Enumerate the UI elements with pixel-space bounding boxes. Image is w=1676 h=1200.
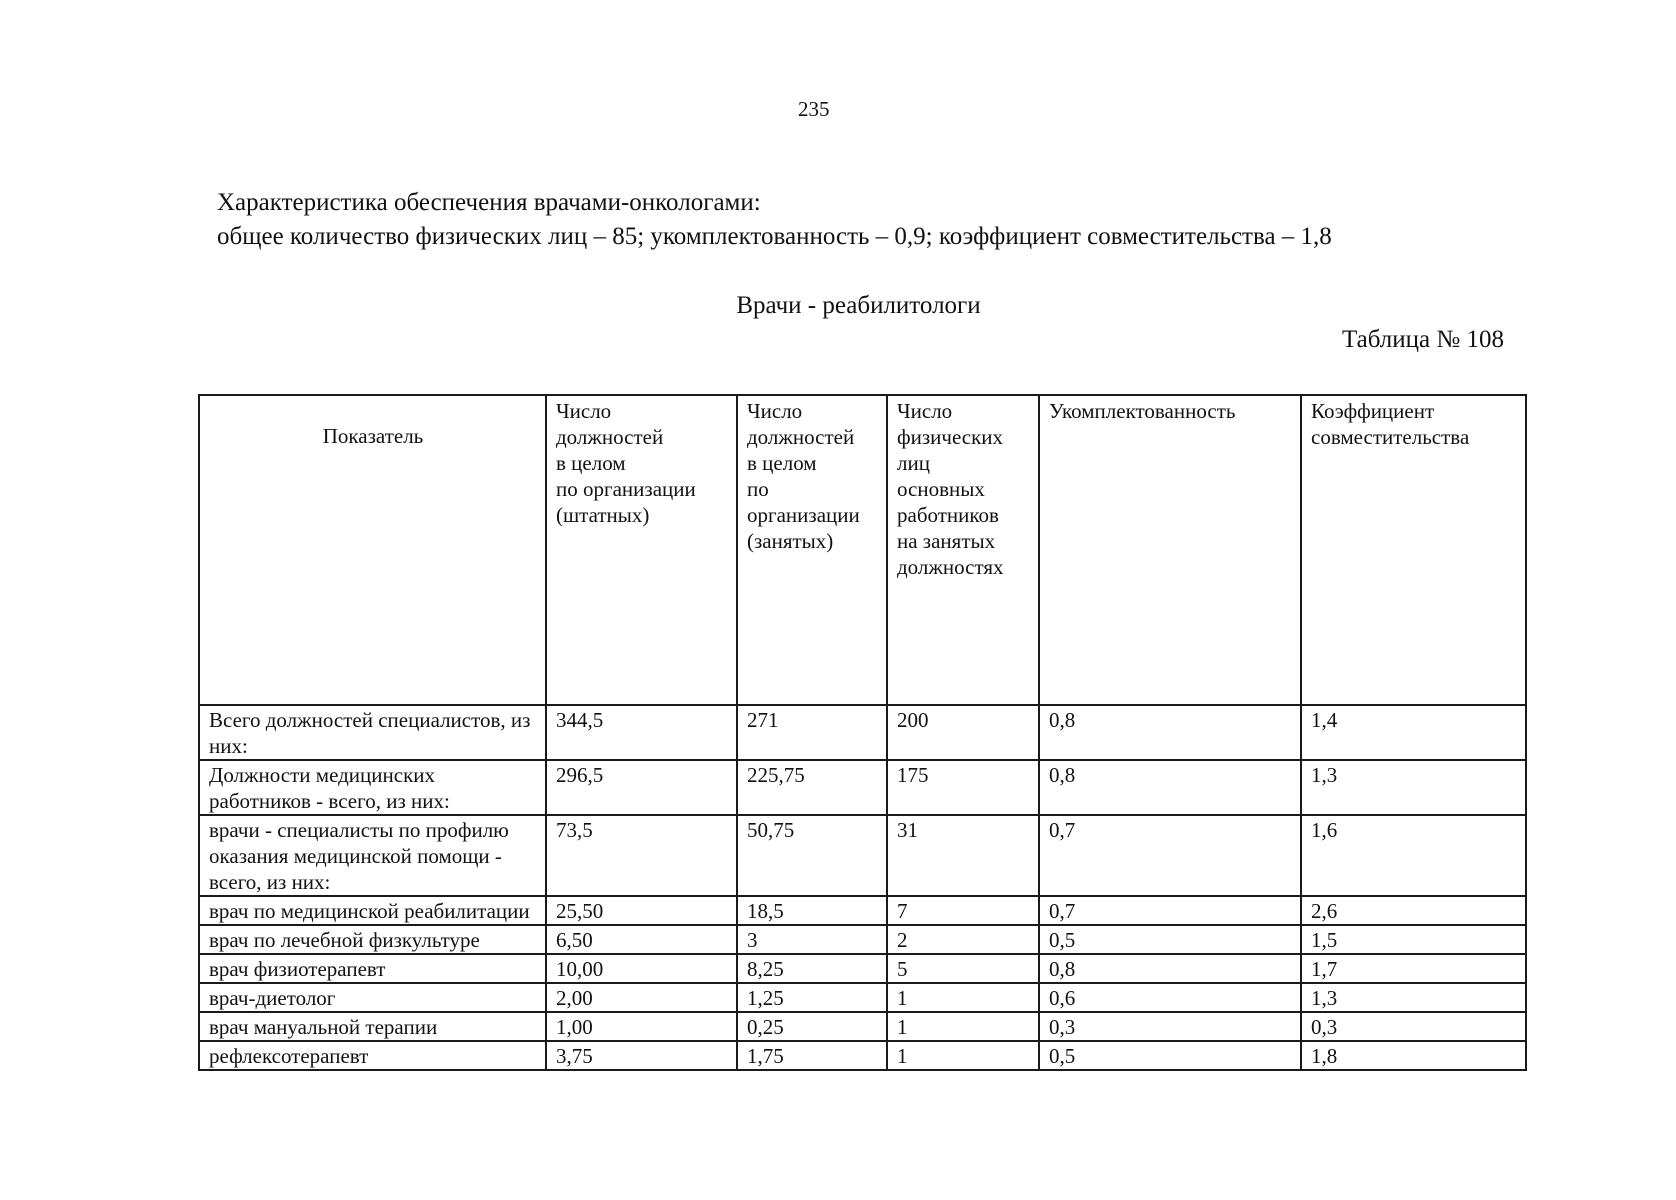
table-row [199,1041,1526,1070]
cell-staffing-level: 0,5 [1039,925,1301,954]
cell-positions-occupied: 225,75 [737,760,887,815]
cell-staffing-level: 0,7 [1039,815,1301,896]
intro-line-1: Характеристика обеспечения врачами-онкологами: [217,189,761,216]
cell-combination-coefficient: 1,8 [1301,1041,1526,1070]
table-header-row [199,395,1526,705]
table-heading: Врачи - реабилитологи [736,292,981,319]
table-row [199,896,1526,925]
cell-positions-staff: 25,50 [546,896,737,925]
cell-positions-occupied: 0,25 [737,1012,887,1041]
cell-combination-coefficient: 1,7 [1301,954,1526,983]
row-label: врач мануальной терапии [199,1012,546,1041]
cell-positions-occupied: 8,25 [737,954,887,983]
cell-combination-coefficient: 0,3 [1301,1012,1526,1041]
cell-positions-staff: 3,75 [546,1041,737,1070]
row-label: Всего должностей специалистов, из них: [199,705,546,760]
row-label: врач-диетолог [199,983,546,1012]
table-row [199,1012,1526,1041]
cell-combination-coefficient: 1,3 [1301,760,1526,815]
cell-combination-coefficient: 1,6 [1301,815,1526,896]
cell-positions-staff: 2,00 [546,983,737,1012]
cell-positions-occupied: 1,75 [737,1041,887,1070]
table-row [199,983,1526,1012]
cell-individuals: 7 [887,896,1039,925]
table-row [199,954,1526,983]
cell-staffing-level: 0,7 [1039,896,1301,925]
cell-staffing-level: 0,8 [1039,760,1301,815]
cell-positions-staff: 10,00 [546,954,737,983]
cell-positions-occupied: 271 [737,705,887,760]
table-number: Таблица № 108 [1341,326,1504,353]
cell-staffing-level: 0,6 [1039,983,1301,1012]
intro-line-2: общее количество физических лиц – 85; укомплектованность – 0,9; коэффициент совместительства – 1,8 [217,223,1332,250]
cell-individuals: 1 [887,1041,1039,1070]
cell-individuals: 31 [887,815,1039,896]
cell-staffing-level: 0,8 [1039,954,1301,983]
table-row [199,705,1526,760]
cell-individuals: 5 [887,954,1039,983]
cell-staffing-level: 0,8 [1039,705,1301,760]
cell-individuals: 1 [887,983,1039,1012]
intro-text [217,186,1332,254]
cell-positions-occupied: 1,25 [737,983,887,1012]
cell-positions-staff: 73,5 [546,815,737,896]
header-indicator: Показатель [199,395,546,705]
cell-individuals: 2 [887,925,1039,954]
cell-positions-staff: 6,50 [546,925,737,954]
cell-individuals: 200 [887,705,1039,760]
table-row [199,760,1526,815]
page-number: 235 [798,97,830,121]
row-label: Должности медицинских работников - всего, из них: [199,760,546,815]
cell-combination-coefficient: 1,5 [1301,925,1526,954]
cell-combination-coefficient: 1,4 [1301,705,1526,760]
cell-staffing-level: 0,3 [1039,1012,1301,1041]
header-staffing-level: Укомплектованность [1039,395,1301,705]
cell-staffing-level: 0,5 [1039,1041,1301,1070]
header-positions-occupied: Число должностей в целом по организации (занятых) [737,395,887,705]
cell-positions-occupied: 3 [737,925,887,954]
row-label: рефлексотерапевт [199,1041,546,1070]
row-label: врачи - специалисты по профилю оказания медицинской помощи - всего, из них: [199,815,546,896]
header-individuals: Число физических лиц основных работников на занятых должностях [887,395,1039,705]
header-positions-staff: Число должностей в целом по организации (штатных) [546,395,737,705]
cell-combination-coefficient: 2,6 [1301,896,1526,925]
cell-positions-staff: 344,5 [546,705,737,760]
header-combination-coefficient: Коэффициент совместительства [1301,395,1526,705]
cell-positions-occupied: 18,5 [737,896,887,925]
cell-positions-occupied: 50,75 [737,815,887,896]
table-row [199,925,1526,954]
cell-positions-staff: 1,00 [546,1012,737,1041]
cell-combination-coefficient: 1,3 [1301,983,1526,1012]
cell-individuals: 1 [887,1012,1039,1041]
row-label: врач физиотерапевт [199,954,546,983]
table-row [199,815,1526,896]
cell-positions-staff: 296,5 [546,760,737,815]
row-label: врач по медицинской реабилитации [199,896,546,925]
staffing-table [198,394,1527,1071]
row-label: врач по лечебной физкультуре [199,925,546,954]
cell-individuals: 175 [887,760,1039,815]
